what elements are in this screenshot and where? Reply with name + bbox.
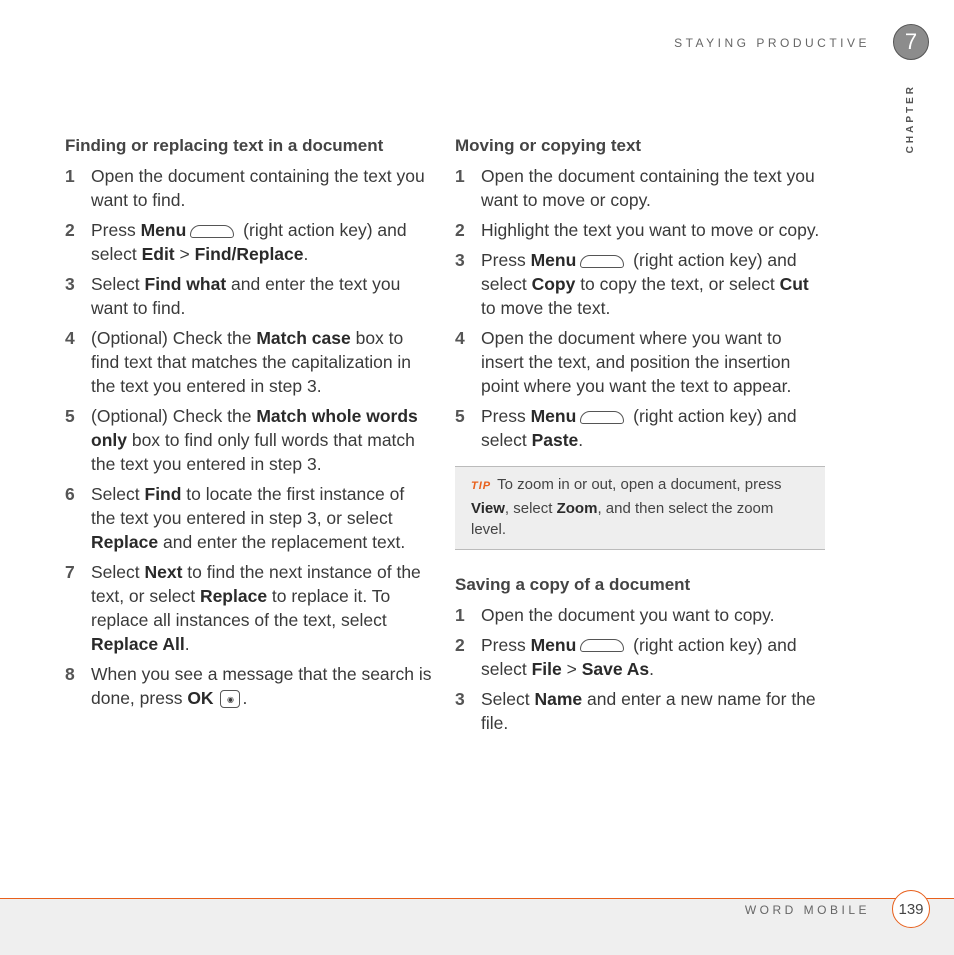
step-item [65, 404, 433, 476]
step-text: and enter a new name for the file. [481, 688, 816, 733]
find-replace-steps [65, 164, 433, 710]
step-item [455, 404, 823, 452]
view-keyword: View [471, 499, 505, 517]
step-item [65, 662, 433, 710]
step-number: 4 [65, 328, 75, 348]
step-text: . [242, 688, 248, 708]
save-as-keyword: Save As [581, 658, 650, 679]
step-item [65, 326, 433, 398]
menu-keyword: Menu [530, 250, 577, 270]
find-keyword: Find [144, 484, 182, 504]
ok-keyword: OK [187, 688, 214, 708]
step-text: Press [481, 250, 531, 270]
chapter-number-badge: 7 [893, 24, 929, 60]
menu-keyword: Menu [530, 634, 577, 655]
file-keyword: File [531, 658, 562, 679]
step-number: 1 [455, 604, 465, 625]
section-heading-move-copy: Moving or copying text [455, 136, 642, 155]
menu-keyword: Menu [530, 406, 577, 426]
name-keyword: Name [534, 688, 583, 709]
step-text: > [561, 658, 582, 679]
right-column [455, 135, 823, 741]
step-text: Highlight the text you want to move or copy. [481, 220, 820, 240]
step-text: > [174, 244, 195, 264]
ok-key-icon: ◉ [220, 690, 240, 708]
step-number: 6 [65, 484, 75, 504]
step-text: Press [481, 634, 531, 655]
step-text: (Optional) Check the [91, 328, 257, 348]
step-text: to find the next instance of the text, or select [91, 562, 421, 606]
edit-keyword: Edit [141, 244, 175, 264]
step-text: to copy the text, or select [575, 274, 780, 294]
step-text: Open the document you want to copy. [481, 604, 775, 625]
left-column [65, 135, 433, 716]
next-keyword: Next [144, 562, 183, 582]
step-text: (right action key) and select [481, 634, 797, 679]
running-header: STAYING PRODUCTIVE [674, 36, 870, 50]
step-text: (right action key) and select [91, 220, 407, 264]
find-what-keyword: Find what [144, 274, 227, 294]
step-text: . [578, 430, 584, 450]
step-item [455, 218, 823, 242]
step-text: to move the text. [481, 298, 611, 318]
menu-keyword: Menu [140, 220, 187, 240]
step-item [65, 560, 433, 656]
chapter-label: CHAPTER [905, 84, 916, 154]
step-item [65, 272, 433, 320]
right-action-key-icon [190, 225, 234, 238]
tip-text: , select [504, 499, 557, 517]
replace-keyword: Replace [199, 586, 268, 606]
step-number: 3 [65, 274, 75, 294]
step-number: 5 [455, 406, 465, 426]
cut-keyword: Cut [779, 274, 809, 294]
step-number: 2 [455, 634, 465, 655]
step-number: 1 [65, 166, 75, 186]
step-text: Select [91, 484, 145, 504]
step-text: . [649, 658, 655, 679]
step-number: 1 [455, 166, 465, 186]
step-text: Select [91, 274, 145, 294]
right-action-key-icon [580, 411, 624, 424]
step-text: box to find text that matches the capitalization in the text you entered in step 3. [91, 328, 412, 396]
paste-keyword: Paste [531, 430, 579, 450]
step-text: Press [481, 406, 531, 426]
page-number-badge: 139 [892, 890, 930, 928]
step-item [455, 248, 823, 320]
step-text: Open the document containing the text you want to find. [91, 166, 425, 210]
step-number: 4 [455, 328, 465, 348]
step-text: Select [481, 688, 535, 709]
replace-all-keyword: Replace All [91, 634, 185, 654]
step-text: Press [91, 220, 141, 240]
step-item [455, 326, 823, 398]
tip-text: To zoom in or out, open a document, press [497, 476, 782, 493]
step-number: 5 [65, 406, 75, 426]
section-heading-save-copy: Saving a copy of a document [455, 574, 691, 594]
step-text: and enter the replacement text. [158, 532, 406, 552]
step-number: 3 [455, 250, 465, 270]
right-action-key-icon [580, 255, 624, 268]
find-replace-keyword: Find/Replace [194, 244, 304, 264]
step-text: Select [91, 562, 145, 582]
step-text: Open the document where you want to insert the text, and position the insertion point where you want the text to appear. [481, 328, 792, 396]
step-text: When you see a message that the search is done, press [91, 664, 432, 708]
step-text: . [303, 244, 309, 264]
step-text: to locate the first instance of the text you entered in step 3, or select [91, 484, 405, 528]
step-text: and enter the text you want to find. [91, 274, 401, 318]
copy-keyword: Copy [531, 274, 576, 294]
step-number: 2 [65, 220, 75, 240]
step-item [455, 687, 823, 735]
step-text: . [184, 634, 190, 654]
step-number: 2 [455, 220, 465, 240]
step-item [455, 164, 823, 212]
zoom-keyword: Zoom [556, 499, 598, 517]
tip-box [455, 466, 825, 550]
match-whole-words-keyword: Match whole words only [91, 406, 418, 450]
step-text: box to find only full words that match the text you entered in step 3. [91, 430, 415, 474]
step-number: 3 [455, 688, 465, 709]
step-item [455, 603, 823, 627]
step-text: (right action key) and select [481, 406, 797, 450]
tip-label: TIP [471, 480, 492, 492]
section-heading-find-replace: Finding or replacing text in a document [65, 136, 384, 155]
running-footer: WORD MOBILE [744, 903, 870, 917]
step-text: (right action key) and select [481, 250, 797, 294]
step-number: 7 [65, 562, 75, 582]
right-action-key-icon [580, 639, 624, 652]
step-item [455, 633, 823, 681]
move-copy-steps [455, 164, 823, 452]
step-text: to replace it. To replace all instances of the text, select [91, 586, 391, 630]
replace-keyword: Replace [91, 532, 159, 552]
step-item [65, 482, 433, 554]
step-text: (Optional) Check the [91, 406, 257, 426]
step-number: 8 [65, 664, 75, 684]
save-copy-steps [455, 603, 823, 735]
step-item [65, 164, 433, 212]
tip-text: , and then select the zoom level. [471, 499, 774, 538]
step-text: Open the document containing the text you want to move or copy. [481, 166, 815, 210]
step-item [65, 218, 433, 266]
match-case-keyword: Match case [256, 328, 351, 348]
